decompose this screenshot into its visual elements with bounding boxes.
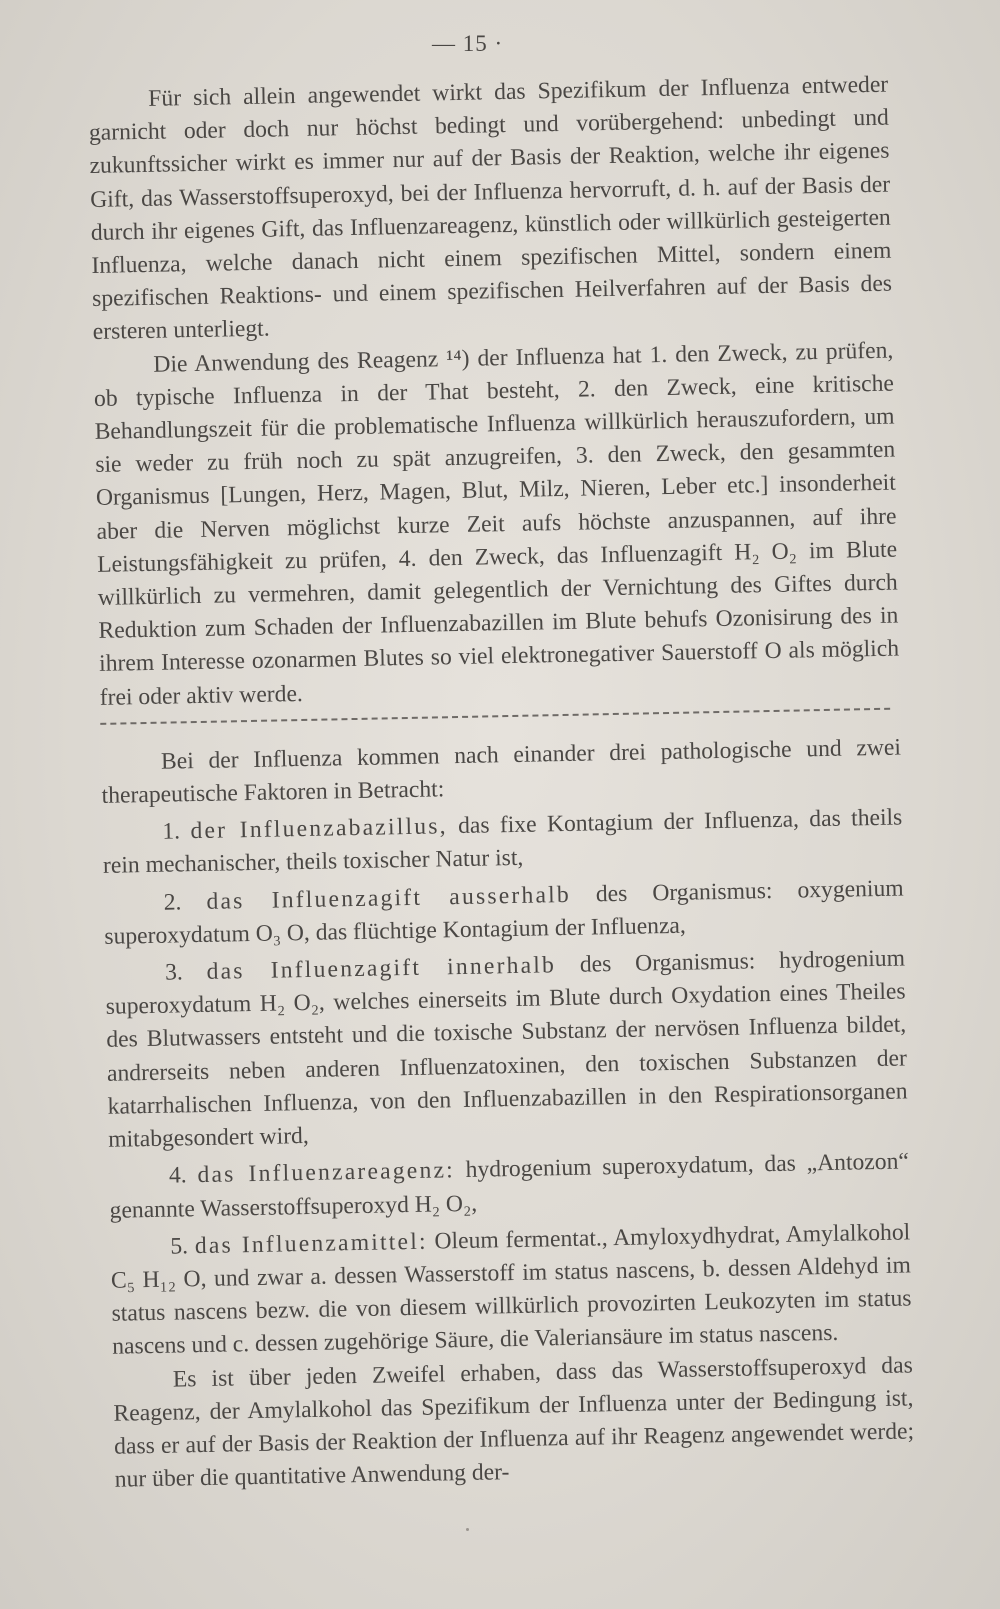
list-item-1 bbox=[102, 802, 903, 884]
page-number: — 15 · bbox=[432, 31, 504, 56]
item-number: 4. bbox=[168, 1162, 187, 1189]
list-item-5 bbox=[110, 1216, 912, 1364]
item-term: das Influenzareagenz: bbox=[197, 1157, 456, 1189]
body-text bbox=[88, 69, 915, 1497]
item-text: des Organismus: hydrogenium superoxydatum H₂ O₂, welches einerseits im Blute durch Oxydation eines Theiles des Blutwassers entsteht und die toxische Substanz der nervösen Influenza bildet, andrerseits neben anderen Influenzatoxinen, den toxischen Substanzen der katarrhalischen Influenza, von den Influenzabazillen in den Respirationsorganen mitabgesondert wird, bbox=[105, 945, 908, 1153]
paragraph-specific-remedy: Für sich allein angewendet wirkt das Spezifikum der Influenza entweder garnicht oder doch nur höchst bedingt und vorübergehend: unbedingt und zukunftssicher wirkt es immer nur auf der Basis der Reaktion, welche ihr eigenes Gift, das Wasserstoffsuperoxyd, bei der Influenza hervorruft, d. h. auf der Basis der durch ihr eigenes Gift, das Influenzareagenz, künstlich oder willkürlich gesteigerten Influenza, welche danach nicht einem spezifischen Mittel, sondern einem spezifischen Reaktions- und einem spezifischen Heilverfahren auf der Basis des ersteren unterliegt. bbox=[88, 71, 893, 346]
item-number: 5. bbox=[170, 1232, 189, 1260]
item-term: der Influenzabazillus, bbox=[190, 813, 448, 845]
item-number: 2. bbox=[163, 889, 182, 916]
item-text: hydrogenium superoxydatum, das „Antozon“ genannte Wasserstoffsuperoxyd H₂ O₂, bbox=[109, 1148, 910, 1224]
item-text: des Organismus: oxygenium superoxydatum O₃ O, das flüchtige Kontagium der Influenza, bbox=[104, 875, 904, 950]
item-term: das Influenzagift ausserhalb bbox=[206, 881, 572, 915]
list-item-2 bbox=[103, 872, 904, 954]
list-item-4 bbox=[109, 1146, 910, 1228]
item-number: 3. bbox=[164, 959, 184, 986]
paragraph-factors-intro: Bei der Influenza kommen nach einander drei pathologische und zwei therapeutische Faktoren in Betracht: bbox=[101, 734, 902, 809]
item-number: 1. bbox=[162, 818, 181, 845]
item-text: das fixe Kontagium der Influenza, das theils rein mechanischer, theils toxischer Natur ist, bbox=[102, 804, 903, 880]
item-text: Oleum fermentat., Amyloxydhydrat, Amylalkohol C₅ H₁₂ O, und zwar a. dessen Wasserstoff im status nascens, b. dessen Aldehyd im status nascens bezw. die von diesem willkürlich provozirten Leukozyten im status nascens und c. dessen zugehörige Säure, die Valeriansäure im status nascens. bbox=[110, 1219, 912, 1361]
list-item-3 bbox=[105, 943, 909, 1158]
item-term: das Influenzagift innerhalb bbox=[206, 952, 557, 985]
item-term: das Influenzamittel: bbox=[194, 1228, 428, 1259]
paragraph-conclusion: Es ist über jeden Zweifel erhaben, dass das Wasserstoffsuperoxyd das Reagenz, der Amylalkohol das Spezifikum der Influenza unter der Bedingung ist, dass er auf der Basis der Reaktion der Influenza auf ihr Reagenz angewendet werde; nur über die quantitative Anwendung der- bbox=[113, 1351, 915, 1493]
paper-speck bbox=[466, 1528, 469, 1531]
paragraph-reagent-purpose: Die Anwendung des Reagenz ¹⁴) der Influenza hat 1. den Zweck, zu prüfen, ob typische Influenza in der That besteht, 2. den Zweck, eine kritische Behandlungszeit für die problematische Influenza willkürlich herauszufordern, um sie weder zu früh noch zu spät anzugreifen, 3. den Zweck, den gesammten Organismus [Lungen, Herz, Magen, Blut, Milz, Nieren, Leber etc.] insonderheit aber die Nerven möglichst kurze Zeit aufs höchste anzuspannen, auf ihre Leistungsfähigkeit zu prüfen, 4. den Zweck, das Influenzagift H₂ O₂ im Blute willkürlich zu vermehren, damit gelegentlich der Vernichtung des Giftes durch Reduktion zum Schaden der Influenzabazillen im Blute behufs Ozonisirung des in ihrem Interesse ozonarmen Blutes so viel elektronegativer Sauerstoff O als möglich frei oder aktiv werde. bbox=[93, 337, 900, 711]
